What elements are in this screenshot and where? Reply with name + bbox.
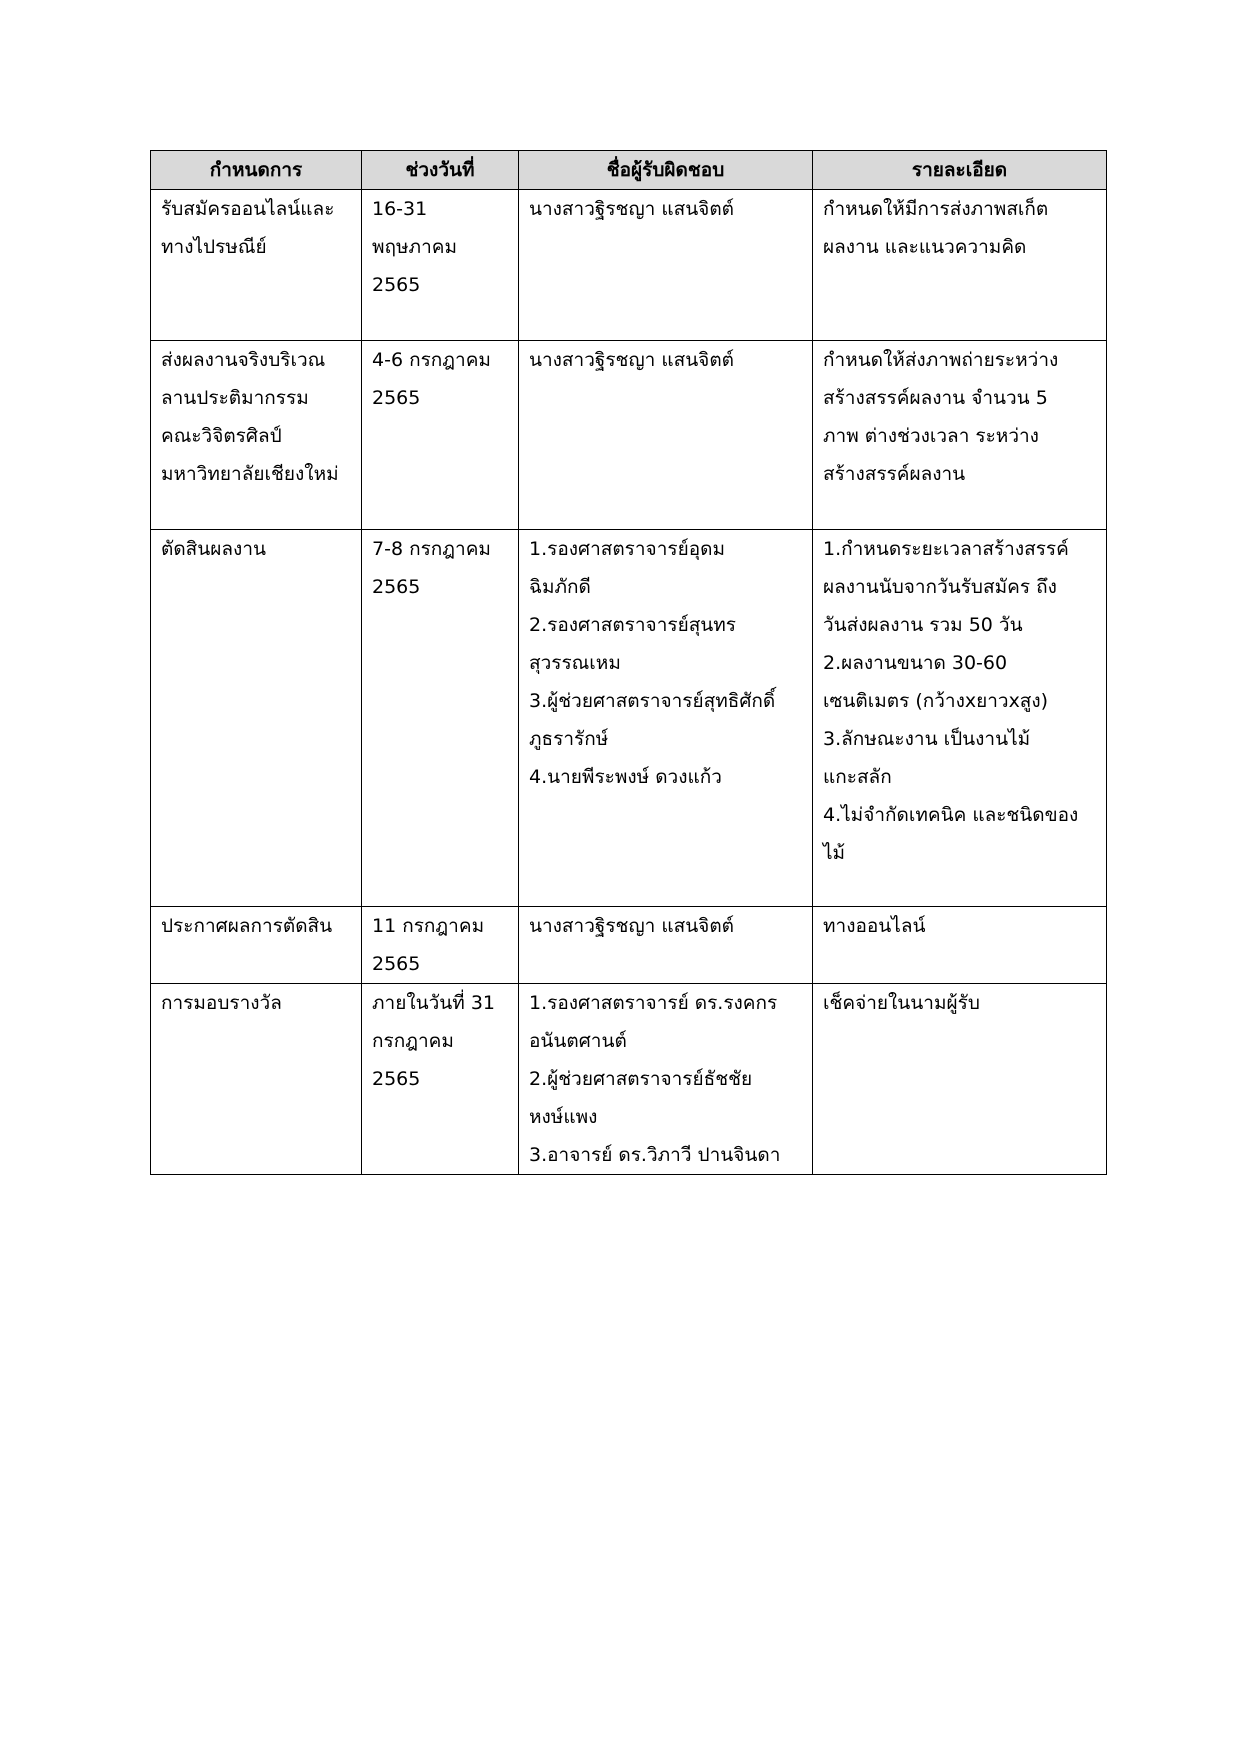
cell-line: 4.นายพีระพงษ์ ดวงแก้ว [529,766,722,788]
cell-line: รับสมัครออนไลน์และ [161,198,335,220]
table-row [151,341,1107,530]
cell-line: 3.ผู้ช่วยศาสตราจารย์สุทธิศักดิ์ [529,690,776,712]
cell-line: คณะวิจิตรศิลป์ [161,425,282,447]
table-row [151,984,1107,1175]
cell-event [151,530,362,907]
cell-line: กรกฎาคม [372,1030,454,1052]
cell-line: ภายในวันที่ 31 [372,992,495,1014]
cell-line: ภูธรารักษ์ [529,728,609,750]
cell-line: เซนติเมตร (กว้างxยาวxสูง) [823,690,1049,712]
header-event: กำหนดการ [151,151,362,190]
cell-line: นางสาวฐิรชญา แสนจิตต์ [529,198,734,220]
cell-line: มหาวิทยาลัยเชียงใหม่ [161,463,339,485]
cell-line: 2565 [372,953,421,975]
cell-line: 2.รองศาสตราจารย์สุนทร [529,614,737,636]
cell-line: 1.กำหนดระยะเวลาสร้างสรรค์ [823,538,1069,560]
cell-dates [362,190,519,341]
cell-line: อนันตศานต์ [529,1030,627,1052]
cell-line: เช็คจ่ายในนามผู้รับ [823,992,980,1014]
cell-line: 4-6 กรกฎาคม [372,349,491,371]
cell-dates [362,984,519,1175]
header-dates: ช่วงวันที่ [362,151,519,190]
cell-line: นางสาวฐิรชญา แสนจิตต์ [529,349,734,371]
cell-line: กำหนดให้มีการส่งภาพสเก็ต [823,198,1049,220]
cell-dates [362,530,519,907]
cell-details [813,530,1107,907]
cell-line: ทางออนไลน์ [823,915,926,937]
cell-responsible [519,190,813,341]
header-details: รายละเอียด [813,151,1107,190]
cell-responsible [519,530,813,907]
cell-line: 7-8 กรกฎาคม [372,538,491,560]
cell-line: ผลงานนับจากวันรับสมัคร ถึง [823,576,1057,598]
cell-line: ส่งผลงานจริงบริเวณ [161,349,326,371]
cell-dates [362,907,519,984]
cell-line: 2565 [372,387,421,409]
cell-line: สุวรรณเหม [529,652,621,674]
cell-details [813,341,1107,530]
cell-line: ประกาศผลการตัดสิน [161,915,333,937]
cell-line: 2565 [372,1068,421,1090]
table-row [151,907,1107,984]
cell-details [813,190,1107,341]
cell-line: 3.อาจารย์ ดร.วิภาวี ปานจินดา [529,1144,781,1166]
table-header-row [151,151,1107,190]
header-responsible: ชื่อผู้รับผิดชอบ [519,151,813,190]
cell-line: การมอบรางวัล [161,992,282,1014]
cell-line: นางสาวฐิรชญา แสนจิตต์ [529,915,734,937]
table-row [151,530,1107,907]
cell-line: ตัดสินผลงาน [161,538,266,560]
cell-line: กำหนดให้ส่งภาพถ่ายระหว่าง [823,349,1059,371]
cell-line: ลานประติมากรรม [161,387,309,409]
cell-responsible [519,907,813,984]
cell-line: 3.ลักษณะงาน เป็นงานไม้ [823,728,1031,750]
cell-line: 1.รองศาสตราจารย์อุดม [529,538,725,560]
table-row [151,190,1107,341]
cell-line: 16-31 [372,198,428,220]
cell-event [151,341,362,530]
cell-line: ทางไปรษณีย์ [161,236,267,258]
cell-line: แกะสลัก [823,766,892,788]
cell-line: 2.ผลงานขนาด 30-60 [823,652,1008,674]
cell-event [151,190,362,341]
cell-line: ไม้ [823,842,846,864]
cell-line: หงษ์แพง [529,1106,598,1128]
cell-line: สร้างสรรค์ผลงาน จำนวน 5 [823,387,1048,409]
cell-line: สร้างสรรค์ผลงาน [823,463,966,485]
cell-line: 11 กรกฎาคม [372,915,485,937]
cell-responsible [519,341,813,530]
cell-line: วันส่งผลงาน รวม 50 วัน [823,614,1023,636]
cell-event [151,984,362,1175]
cell-dates [362,341,519,530]
cell-line: ฉิมภักดี [529,576,591,598]
cell-details [813,984,1107,1175]
cell-line: 2.ผู้ช่วยศาสตราจารย์ธัชชัย [529,1068,753,1090]
cell-line: 2565 [372,274,421,296]
cell-line: พฤษภาคม [372,236,457,258]
schedule-table [150,150,1107,1175]
cell-line: ผลงาน และแนวความคิด [823,236,1027,258]
cell-line: 4.ไม่จำกัดเทคนิค และชนิดของ [823,804,1079,826]
cell-event [151,907,362,984]
cell-line: 2565 [372,576,421,598]
cell-line: ภาพ ต่างช่วงเวลา ระหว่าง [823,425,1039,447]
cell-line: 1.รองศาสตราจารย์ ดร.รงคกร [529,992,778,1014]
cell-details [813,907,1107,984]
cell-responsible [519,984,813,1175]
